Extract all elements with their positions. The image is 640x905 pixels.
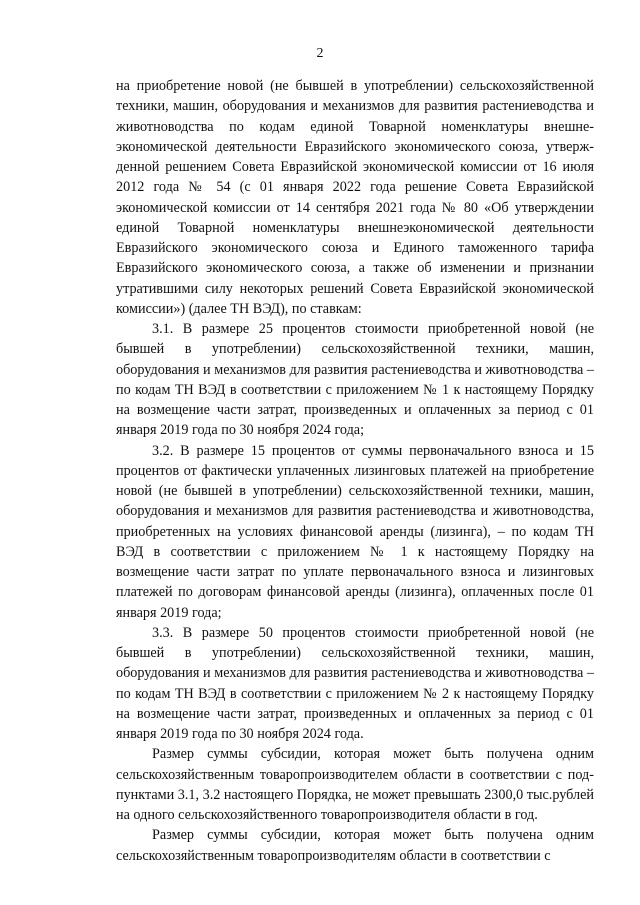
paragraph-subsidy-limit: Размер суммы субсидии, которая может быть получена одним сельскохозяйственным товаропроизводителем области в соответствии с под-пунктами 3.1, 3.2 настоящего Порядка, не может превышать 2300,0 тыс.рублей на одного сельскохозяйственного товаропроизводителя области в год. <box>116 746 594 823</box>
paragraph-item-3-1: 3.1. В размере 25 процентов стоимости приобретенной новой (не бывшей в употреблении) сельскохозяйственной техники, машин, оборудования и механизмов для развития растениеводства и животноводства – по кодам ТН ВЭД в соответствии с приложением № 1 к настоящему Порядку на возмещение части затрат, произведенных и оплаченных за период с 01 января 2019 года по 30 ноября 2024 года; <box>116 321 594 439</box>
document-body <box>116 76 594 866</box>
paragraph-item-3-3: 3.3. В размере 50 процентов стоимости приобретенной новой (не бывшей в употреблении) сельскохозяйственной техники, машин, оборудования и механизмов для развития растениеводства и животноводства – по кодам ТН ВЭД в соответствии с приложением № 2 к настоящему Порядку на возмещение части затрат, произведенных и оплаченных за период с 01 января 2019 года по 30 ноября 2024 года. <box>116 624 594 742</box>
paragraph-item-3-2: 3.2. В размере 15 процентов от суммы первоначального взноса и 15 процентов от фактически уплаченных лизинговых платежей на приобретение новой (не бывшей в употреблении) сельскохозяйственной техники, машин, оборудования и механизмов для развития растениеводства и животноводства, приобретенных на условиях финансовой аренды (лизинга), – по кодам ТН ВЭД в соответствии с приложением № 1 к настоящему Порядку на возмещение части затрат по уплате первоначального взноса и лизинговых платежей по договорам финансовой аренды (лизинга), оплаченных после 01 января 2019 года; <box>116 442 594 621</box>
paragraph-subsidy-limit-continued: Размер суммы субсидии, которая может быть получена одним сельскохозяйственным товаропроизводителям области в соответствии с <box>116 827 594 864</box>
paragraph-continuation: на приобретение новой (не бывшей в употреблении) сельскохозяйственной техники, машин, оборудования и механизмов для развития растениеводства и животноводства по кодам единой Товарной номенклатуры внешне-экономической деятельности Евразийского экономического союза, утверж-денной решением Совета Евразийской экономической комиссии от 16 июля 2012 года № 54 (с 01 января 2022 года решение Совета Евразийской экономической комиссии от 14 сентября 2021 года № 80 «Об утверждении единой Товарной номенклатуры внешнеэкономической деятельности Евразийского экономического союза и Единого таможенного тарифа Евразийского экономического союза, а также об изменении и признании утратившими силу некоторых решений Совета Евразийской экономической комиссии») (далее ТН ВЭД), по ставкам: <box>116 78 594 317</box>
page-number: 2 <box>316 46 324 61</box>
